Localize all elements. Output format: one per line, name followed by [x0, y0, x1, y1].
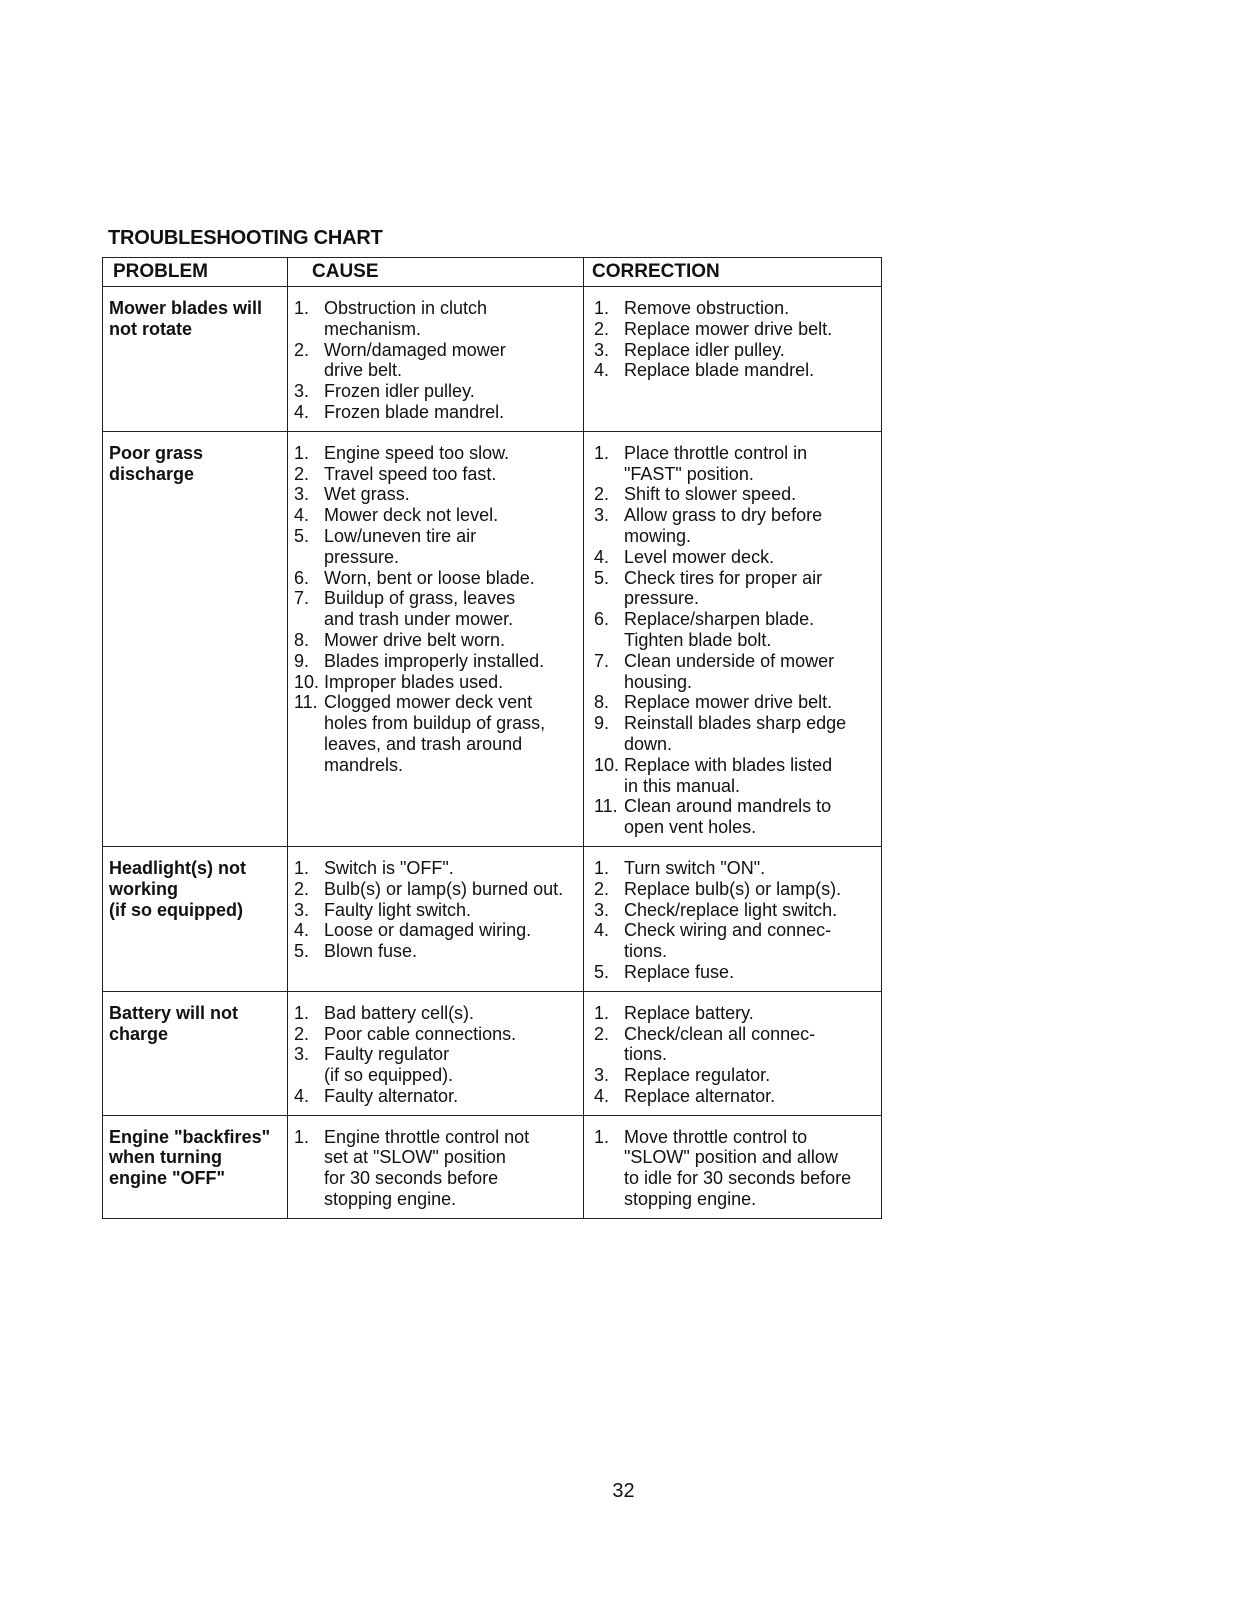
cause-item-number: 5. [294, 941, 310, 962]
correction-item-text: Replace fuse. [624, 961, 735, 982]
correction-item [584, 568, 881, 610]
correction-item-number: 3. [594, 899, 610, 920]
correction-item [584, 298, 881, 319]
correction-item-number: 4. [594, 920, 610, 941]
problem-cell: Poor grass discharge [109, 442, 204, 484]
problem-cell: Battery will not charge [109, 1002, 239, 1044]
cause-item-number: 4. [294, 401, 310, 422]
cause-cell [287, 992, 583, 1115]
correction-item [584, 443, 881, 485]
correction-item-text: Level mower deck. [624, 546, 775, 567]
cause-item [288, 340, 583, 382]
cause-item-text: Bulb(s) or lamp(s) burned out. [324, 878, 564, 899]
cause-item-text: Obstruction in clutch mechanism. [324, 298, 488, 339]
correction-item-text: Replace/sharpen blade. Tighten blade bolt. [624, 609, 815, 650]
correction-item-text: Check/clean all connec- tions. [624, 1023, 816, 1065]
correction-item [584, 547, 881, 568]
correction-item-number: 1. [594, 298, 610, 318]
table-row [103, 287, 881, 432]
correction-item [584, 858, 881, 879]
correction-item-number: 8. [594, 692, 610, 713]
correction-item [584, 755, 881, 797]
correction-item-number: 5. [594, 567, 610, 588]
table-header-row [103, 258, 881, 287]
cause-item-text: Engine speed too slow. [324, 442, 510, 463]
correction-item [584, 713, 881, 755]
cause-item-text: Blades improperly installed. [324, 650, 545, 671]
problem-cell: Headlight(s) not working (if so equipped) [109, 857, 246, 920]
correction-item-text: Place throttle control in "FAST" position. [624, 442, 808, 484]
correction-item [584, 360, 881, 381]
cause-item [288, 858, 583, 879]
cause-item-text: Blown fuse. [324, 941, 418, 962]
correction-item-text: Remove obstruction. [624, 298, 790, 318]
cause-item [288, 941, 583, 962]
correction-item [584, 1024, 881, 1066]
correction-item-number: 5. [594, 961, 610, 982]
cause-item [288, 484, 583, 505]
troubleshooting-table [102, 257, 882, 1219]
table-row [103, 992, 881, 1116]
correction-cell [583, 287, 881, 431]
cause-item [288, 1024, 583, 1045]
cause-item [288, 1086, 583, 1107]
correction-item-text: Clean underside of mower housing. [624, 650, 835, 692]
correction-item [584, 1127, 881, 1210]
correction-item-text: Check wiring and connec- tions. [624, 920, 832, 962]
cause-item-number: 3. [294, 484, 310, 505]
correction-item-text: Move throttle control to "SLOW" position and allow to idle for 30 seconds before stopping engine. [624, 1126, 852, 1210]
cause-item-number: 2. [294, 878, 310, 899]
problem-cell: Mower blades will not rotate [109, 298, 263, 339]
correction-item-text: Replace regulator. [624, 1065, 771, 1086]
cause-item [288, 900, 583, 921]
correction-item [584, 609, 881, 651]
correction-item-number: 3. [594, 339, 610, 360]
correction-item-text: Shift to slower speed. [624, 484, 797, 505]
correction-item [584, 484, 881, 505]
cause-item-text: Frozen blade mandrel. [324, 401, 505, 422]
correction-item-number: 1. [594, 442, 610, 463]
correction-item-number: 3. [594, 1065, 610, 1086]
cause-item [288, 443, 583, 464]
correction-item-text: Replace idler pulley. [624, 339, 785, 360]
cause-item [288, 526, 583, 568]
correction-item-text: Replace mower drive belt. [624, 318, 833, 339]
correction-item [584, 1086, 881, 1107]
correction-item-number: 3. [594, 505, 610, 526]
cause-item-number: 1. [294, 442, 310, 463]
cause-item-text: Poor cable connections. [324, 1023, 517, 1044]
cause-item [288, 630, 583, 651]
cause-item-text: Faulty regulator (if so equipped). [324, 1044, 454, 1086]
cause-item-number: 3. [294, 899, 310, 920]
cause-item-text: Engine throttle control not set at "SLOW" position for 30 seconds before stopping engine. [324, 1126, 530, 1210]
cause-item-text: Mower deck not level. [324, 505, 499, 526]
correction-item-text: Check/replace light switch. [624, 899, 838, 920]
cause-item-text: Buildup of grass, leaves and trash under mower. [324, 588, 516, 630]
correction-item [584, 879, 881, 900]
correction-item-number: 2. [594, 1023, 610, 1044]
cause-item-number: 6. [294, 567, 310, 588]
correction-item-text: Replace battery. [624, 1002, 754, 1023]
cause-item-text: Wet grass. [324, 484, 410, 505]
cause-item-number: 7. [294, 588, 310, 609]
table-row [103, 847, 881, 992]
correction-item-text: Replace alternator. [624, 1085, 776, 1106]
table-row [103, 432, 881, 847]
header-correction: CORRECTION [583, 258, 881, 286]
correction-item-number: 4. [594, 1085, 610, 1106]
cause-cell [287, 287, 583, 431]
correction-item-number: 2. [594, 878, 610, 899]
correction-item-number: 1. [594, 857, 610, 878]
correction-item [584, 319, 881, 340]
correction-item-text: Replace bulb(s) or lamp(s). [624, 878, 842, 899]
cause-item-number: 1. [294, 1126, 310, 1147]
cause-item [288, 505, 583, 526]
cause-item [288, 381, 583, 402]
cause-item-number: 2. [294, 463, 310, 484]
cause-item-text: Worn, bent or loose blade. [324, 567, 535, 588]
cause-item-text: Improper blades used. [324, 671, 504, 692]
correction-item [584, 796, 881, 838]
correction-item [584, 920, 881, 962]
cause-item [288, 402, 583, 423]
cause-item-number: 1. [294, 298, 310, 318]
correction-item-number: 7. [594, 650, 610, 671]
cause-item-number: 5. [294, 525, 310, 546]
correction-item [584, 505, 881, 547]
cause-item-number: 1. [294, 1002, 310, 1023]
cause-item [288, 692, 583, 775]
cause-item-number: 4. [294, 1085, 310, 1106]
correction-cell [583, 432, 881, 846]
table-row [103, 1116, 881, 1218]
cause-item-number: 3. [294, 1044, 310, 1065]
correction-item [584, 1003, 881, 1024]
correction-item-text: Replace with blades listed in this manual. [624, 754, 833, 796]
correction-item [584, 651, 881, 693]
correction-item-number: 9. [594, 713, 610, 734]
correction-item-number: 1. [594, 1002, 610, 1023]
correction-cell [583, 992, 881, 1115]
cause-item [288, 1127, 583, 1210]
correction-item-text: Check tires for proper air pressure. [624, 567, 823, 609]
chart-title: TROUBLESHOOTING CHART [108, 227, 383, 249]
cause-item-text: Travel speed too fast. [324, 463, 497, 484]
header-cause: CAUSE [287, 258, 583, 286]
cause-item-text: Low/uneven tire air pressure. [324, 525, 477, 567]
correction-item [584, 692, 881, 713]
cause-item-number: 9. [294, 650, 310, 671]
cause-item [288, 464, 583, 485]
cause-item [288, 588, 583, 630]
correction-item [584, 962, 881, 983]
correction-item-number: 2. [594, 484, 610, 505]
cause-item [288, 920, 583, 941]
correction-item [584, 900, 881, 921]
correction-item [584, 340, 881, 361]
cause-item-number: 2. [294, 1023, 310, 1044]
correction-item-number: 1. [594, 1126, 610, 1147]
cause-item-text: Mower drive belt worn. [324, 629, 506, 650]
cause-item-number: 3. [294, 381, 310, 402]
correction-item-text: Replace blade mandrel. [624, 360, 815, 381]
correction-item-text: Turn switch "ON". [624, 857, 766, 878]
correction-item-number: 2. [594, 318, 610, 339]
cause-cell [287, 432, 583, 846]
cause-item-number: 8. [294, 629, 310, 650]
correction-item-text: Clean around mandrels to open vent holes. [624, 796, 832, 838]
cause-item [288, 1044, 583, 1086]
correction-item [584, 1065, 881, 1086]
correction-item-number: 11. [594, 796, 618, 817]
cause-cell [287, 1116, 583, 1218]
correction-item-number: 4. [594, 360, 610, 381]
cause-item-number: 10. [294, 671, 320, 692]
cause-item-text: Faulty alternator. [324, 1085, 459, 1106]
cause-item [288, 568, 583, 589]
table-body [103, 287, 881, 1218]
cause-item-text: Clogged mower deck vent holes from buildup of grass, leaves, and trash around mandrels. [324, 692, 546, 775]
correction-item-number: 4. [594, 546, 610, 567]
cause-cell [287, 847, 583, 991]
cause-item-number: 4. [294, 505, 310, 526]
cause-item [288, 1003, 583, 1024]
correction-item-number: 10. [594, 754, 620, 775]
header-problem: PROBLEM [113, 261, 208, 282]
cause-item-text: Frozen idler pulley. [324, 381, 475, 402]
correction-cell [583, 847, 881, 991]
problem-cell: Engine "backfires" when turning engine "OFF" [109, 1126, 271, 1189]
cause-item [288, 651, 583, 672]
cause-item-number: 2. [294, 339, 310, 360]
cause-item-text: Loose or damaged wiring. [324, 920, 532, 941]
correction-item-number: 6. [594, 609, 610, 630]
cause-item-text: Bad battery cell(s). [324, 1002, 475, 1023]
correction-item-text: Reinstall blades sharp edge down. [624, 713, 847, 754]
cause-item [288, 672, 583, 693]
cause-item-number: 1. [294, 857, 310, 878]
correction-item-text: Allow grass to dry before mowing. [624, 505, 823, 546]
cause-item [288, 298, 583, 340]
correction-cell [583, 1116, 881, 1218]
correction-item-text: Replace mower drive belt. [624, 692, 833, 713]
cause-item-number: 4. [294, 920, 310, 941]
cause-item-text: Faulty light switch. [324, 899, 472, 920]
cause-item [288, 879, 583, 900]
cause-item-text: Switch is "OFF". [324, 857, 454, 878]
cause-item-number: 11. [294, 692, 318, 713]
page-number: 32 [612, 1480, 635, 1502]
cause-item-text: Worn/damaged mower drive belt. [324, 339, 506, 381]
